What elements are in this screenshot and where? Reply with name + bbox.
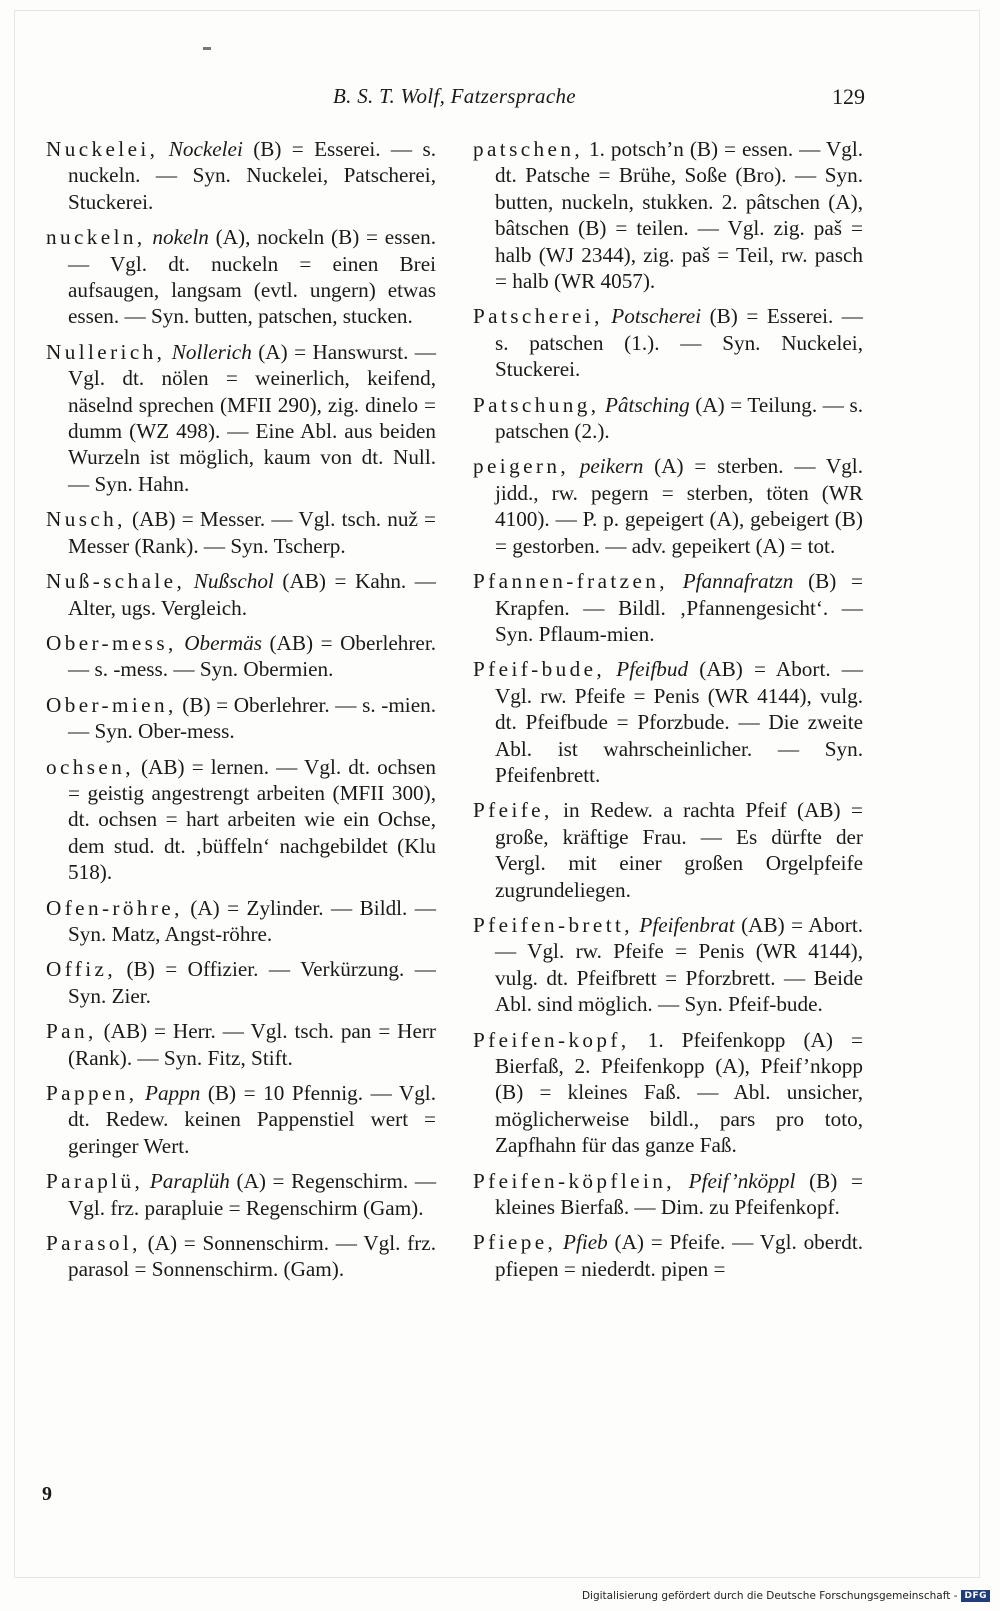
entry-definition: (B) = Offizier. — Verkürzung. — Syn. Zier. <box>68 957 436 1008</box>
entry-definition: (A) = sterben. — Vgl. jidd., rw. pegern = sterben, töten (WR 4100). — P. p. gepeigert (A), gebeigert (B) = gestorben. — adv. gepeikert (A) = tot. <box>495 454 863 558</box>
entry-headword: Pan, <box>46 1019 97 1044</box>
print-mark <box>203 47 211 50</box>
entry-headword: Nuß-schale, <box>46 569 186 594</box>
signature-mark: 9 <box>42 1483 52 1505</box>
dictionary-entry <box>46 1080 436 1159</box>
entry-variant: Pâtsching <box>604 392 690 417</box>
entry-variant: Potscherei <box>611 304 702 329</box>
dictionary-entry <box>46 339 436 497</box>
entry-headword: Pfeifen-kopf, <box>473 1027 630 1052</box>
entry-definition: (A), nockeln (B) = essen. — Vgl. dt. nuckeln = einen Brei aufsaugen, langsam (evtl. ungern) etwas essen. — Syn. butten, patschen, stucken. <box>68 225 436 329</box>
entry-headword: Nuckelei, <box>46 137 159 161</box>
entry-definition: (AB) = lernen. — Vgl. dt. ochsen = geistig angestrengt arbeiten (MFII 300), dt. ochsen = hart arbeiten wie ein Ochse, dem stud. dt. ‚büffeln‘ nachgebildet (Klu 518). <box>68 754 436 885</box>
entry-variant: Obermäs <box>184 630 262 655</box>
entry-definition: (B) = kleines Bierfaß. — Dim. zu Pfeifenkopf. <box>495 1168 863 1220</box>
entry-headword: Pfannen-fratzen, <box>473 569 668 594</box>
entry-headword: Paraplü, <box>46 1169 144 1194</box>
dictionary-entry <box>46 956 436 1009</box>
entry-definition: (AB) = Oberlehrer. — s. -mess. — Syn. Obermien. <box>68 630 437 682</box>
entry-definition: (B) = Esserei. — s. patschen (1.). — Syn. Nuckelei, Stuckerei. <box>495 304 863 382</box>
dictionary-entry <box>46 224 436 330</box>
entry-variant: Pfieb <box>563 1230 608 1255</box>
dictionary-entry <box>46 1018 436 1071</box>
entry-variant: Pappn <box>145 1081 201 1105</box>
entry-definition: (A) = Pfeife. — Vgl. oberdt. pfiepen = niederdt. pipen = <box>495 1230 864 1281</box>
entry-headword: Offiz, <box>46 957 117 982</box>
footer-text: Digitalisierung gefördert durch die Deutsche Forschungsgemeinschaft - <box>581 1590 958 1602</box>
page-header <box>0 84 1000 116</box>
dictionary-entry <box>46 1168 436 1221</box>
entry-headword: Ofen-röhre, <box>46 895 183 920</box>
entry-definition: (A) = Zylinder. — Bildl. — Syn. Matz, Angst-röhre. <box>68 895 436 946</box>
entry-headword: Patscherei, <box>473 304 603 329</box>
dictionary-entry <box>473 1229 863 1282</box>
entry-definition: (AB) = Abort. — Vgl. rw. Pfeife = Penis (WR 4144), vulg. dt. Pfeifbude = Pforzbude. — Die zweite Abl. ist wahrscheinlicher. — Syn. Pfeifenbrett. <box>495 657 863 787</box>
entry-definition: (B) = Esserei. — s. nuckeln. — Syn. Nuckelei, Patscherei, Stuckerei. <box>68 137 437 214</box>
entry-variant: Paraplüh <box>149 1169 230 1194</box>
entry-headword: Pfeif-bude, <box>473 657 606 682</box>
dictionary-entry <box>473 392 863 445</box>
footer <box>582 1587 990 1605</box>
entry-definition: (B) = Oberlehrer. — s. -mien. — Syn. Ober-mess. <box>68 692 436 744</box>
entry-variant: Pfeifenbrat <box>639 912 735 937</box>
entry-headword: Nusch, <box>46 507 126 532</box>
entry-variant: nokeln <box>152 225 209 250</box>
entry-variant: Pfeifbud <box>616 657 689 682</box>
dictionary-entry <box>46 692 436 745</box>
entry-headword: Pfiepe, <box>473 1230 557 1255</box>
dictionary-entry <box>473 568 863 647</box>
dictionary-entry <box>473 1027 863 1159</box>
entry-headword: patschen, <box>473 137 584 161</box>
entry-definition: (A) = Hanswurst. — Vgl. dt. nölen = weinerlich, keifend, näselnd sprechen (MFII 290), zig. dinelo = dumm (WZ 498). — Eine Abl. aus beiden Wurzeln ist möglich, kaum von dt. Null. — Syn. Hahn. <box>68 339 436 496</box>
entry-headword: nuckeln, <box>46 225 146 250</box>
entry-headword: Patschung, <box>473 392 600 417</box>
entry-headword: Parasol, <box>46 1231 141 1256</box>
page-number: 129 <box>832 84 865 109</box>
dictionary-entry <box>46 136 436 215</box>
entry-definition: 1. potsch’n (B) = essen. — Vgl. dt. Patsche = Brühe, Soße (Bro). — Syn. butten, nuckeln, stukken. 2. pâtschen (A), bâtschen (B) = teilen. — Vgl. zig. paš = halb (WJ 2344), zig. paš = Teil, rw. pasch = halb (WR 4057). <box>495 137 863 294</box>
entry-variant: Nockelei <box>168 137 243 161</box>
dictionary-entry <box>473 453 863 559</box>
entry-definition: (B) = Krapfen. — Bildl. ‚Pfannengesicht‘. — Syn. Pflaum-mien. <box>495 569 863 646</box>
entry-headword: Pappen, <box>46 1081 138 1105</box>
running-title: B. S. T. Wolf, Fatzersprache <box>333 84 576 108</box>
dictionary-entry <box>473 656 863 788</box>
dictionary-entry <box>473 1168 863 1221</box>
entry-headword: Nullerich, <box>46 339 166 364</box>
dictionary-entry <box>46 506 436 559</box>
entry-definition: (A) = Regenschirm. — Vgl. frz. parapluie = Regenschirm (Gam). <box>68 1169 437 1220</box>
dictionary-entry <box>473 136 863 294</box>
entry-headword: Ober-mien, <box>46 692 177 717</box>
entry-definition: 1. Pfeifenkopp (A) = Bierfaß, 2. Pfeifenkopp (A), Pfeif’nkopp (B) = kleines Faß. — Abl. unsicher, möglicherweise bildl., pars pro toto, Zapfhahn für das ganze Faß. <box>495 1027 863 1158</box>
entry-headword: ochsen, <box>46 754 134 779</box>
entry-definition: in Redew. a rachta Pfeif (AB) = große, kräftige Frau. — Es dürfte der Vergl. mit einer großen Orgelpfeife zugrundeliegen. <box>495 798 863 902</box>
entry-variant: Nußschol <box>193 569 274 594</box>
entry-variant: Nollerich <box>171 339 252 364</box>
dictionary-entry <box>46 1230 436 1283</box>
entry-definition: (A) = Sonnenschirm. — Vgl. frz. parasol = Sonnenschirm. (Gam). <box>68 1231 436 1282</box>
left-column <box>46 136 436 1292</box>
entry-definition: (AB) = Herr. — Vgl. tsch. pan = Herr (Rank). — Syn. Fitz, Stift. <box>68 1019 436 1070</box>
entry-headword: Pfeifen-köpflein, <box>473 1168 675 1193</box>
entry-headword: Pfeife, <box>473 798 553 823</box>
entry-definition: (A) = Teilung. — s. patschen (2.). <box>495 392 863 444</box>
entry-definition: (AB) = Abort. — Vgl. rw. Pfeife = Penis (WR 4144), vulg. dt. Pfeifbrett = Pforzbrett. — Beide Abl. sind möglich. — Syn. Pfeif-bude. <box>495 912 864 1017</box>
right-column <box>473 136 863 1291</box>
dictionary-entry <box>473 797 863 903</box>
entry-definition: (B) = 10 Pfennig. — Vgl. dt. Redew. keinen Pappenstiel wert = geringer Wert. <box>68 1081 436 1158</box>
dictionary-entry <box>473 912 863 1018</box>
dfg-logo: DFG <box>961 1590 990 1602</box>
entry-headword: peigern, <box>473 454 570 479</box>
entry-variant: Pfeif’nköppl <box>688 1168 796 1193</box>
dictionary-entry <box>46 568 436 621</box>
entry-headword: Pfeifen-brett, <box>473 912 633 937</box>
entry-variant: Pfannafratzn <box>682 569 794 594</box>
entry-headword: Ober-mess, <box>46 630 177 655</box>
dictionary-entry <box>46 630 436 683</box>
dictionary-entry <box>46 895 436 948</box>
entry-definition: (AB) = Kahn. — Alter, ugs. Vergleich. <box>68 569 436 620</box>
entry-variant: peikern <box>579 454 644 479</box>
entry-definition: (AB) = Messer. — Vgl. tsch. nuž = Messer (Rank). — Syn. Tscherp. <box>68 507 436 558</box>
dictionary-entry <box>473 303 863 382</box>
dictionary-entry <box>46 754 436 886</box>
